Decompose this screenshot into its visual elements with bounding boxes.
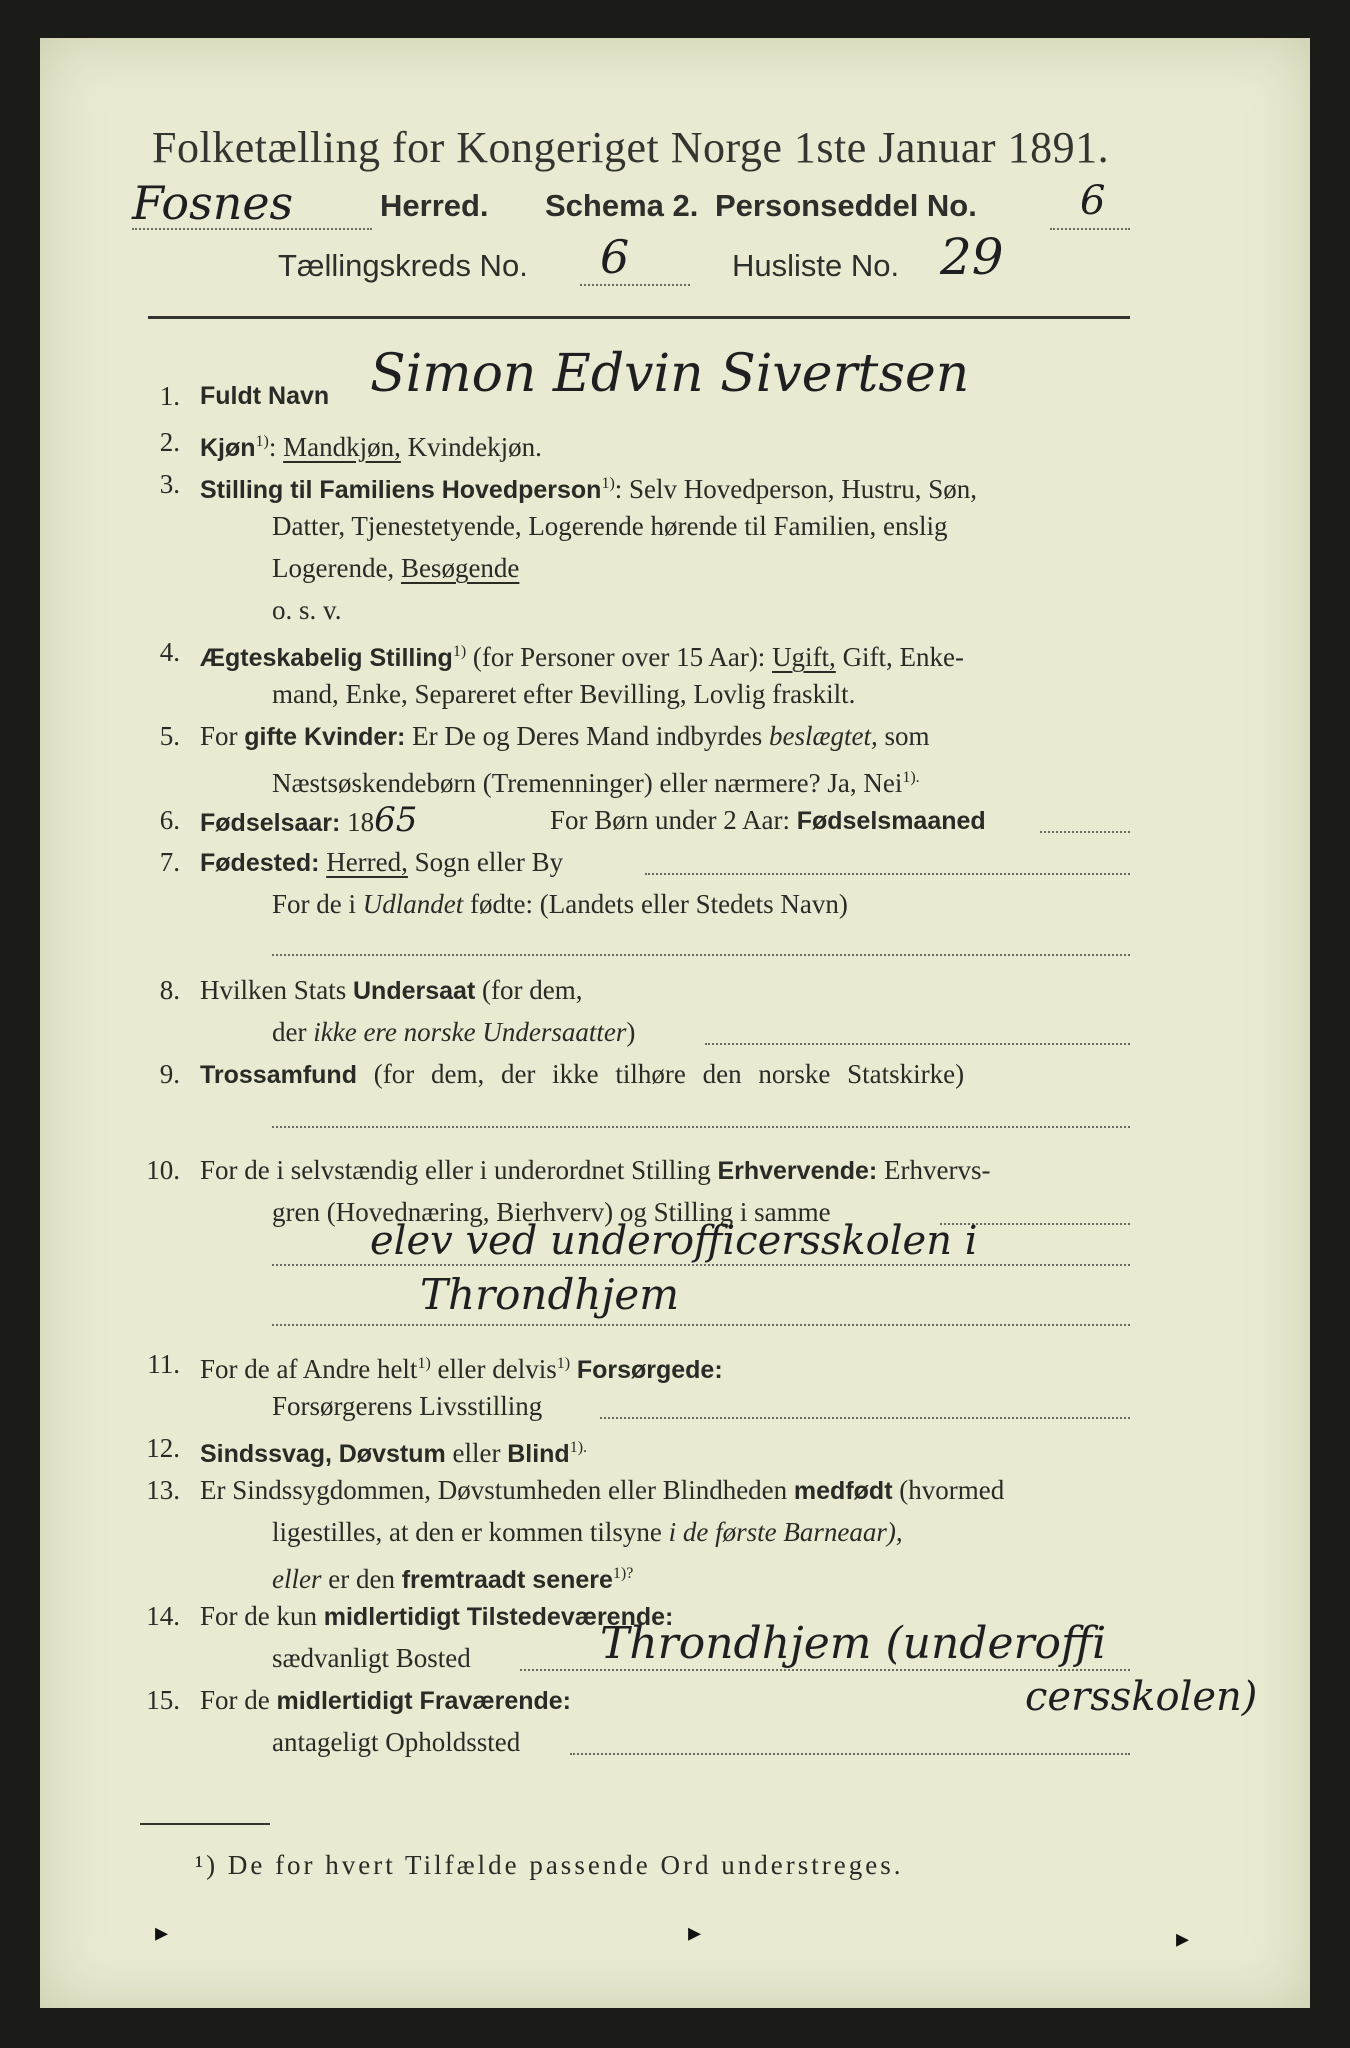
q14-number: 14. — [146, 1601, 180, 1631]
q3-sup: 1) — [601, 475, 615, 492]
schema-label: Schema 2. — [545, 188, 699, 223]
q5-text1b: beslægtet, — [769, 721, 878, 751]
q4-sup: 1) — [452, 643, 467, 660]
q1-label: Fuldt Navn — [200, 382, 330, 410]
q11-dotted-line — [600, 1417, 1130, 1419]
q8-line1 — [200, 970, 582, 1011]
q4-number: 4. — [159, 637, 180, 667]
q3-text3a: Logerende, — [272, 553, 395, 583]
census-form-page — [40, 38, 1310, 2008]
q4-line2: mand, Enke, Separeret efter Bevilling, Lovlig fraskilt. — [272, 679, 856, 709]
q6-line — [200, 800, 417, 843]
q7-text2a: For de i — [272, 889, 356, 919]
q4-text1c: Gift, Enke- — [842, 642, 965, 672]
q14-label: midlertidigt Tilstedeværende: — [323, 1603, 674, 1631]
q12-label3: Blind — [507, 1440, 570, 1468]
q1-number: 1. — [159, 381, 180, 411]
q14-line2: sædvanligt Bosted — [272, 1643, 471, 1673]
footnote-rule — [140, 1823, 270, 1825]
q10-dotted-line2 — [272, 1264, 1130, 1266]
q7-label: Fødested: — [200, 849, 320, 877]
q7-text2c: fødte: (Landets eller Stedets Navn) — [470, 889, 848, 919]
q14-answer: Throndhjem (underoffi — [600, 1618, 1107, 1669]
q2-option-female: Kvindekjøn. — [407, 432, 542, 462]
q15-label: midlertidigt Fraværende: — [276, 1687, 571, 1715]
q10-dotted-line3 — [272, 1324, 1130, 1326]
binding-mark-center: ▸ — [688, 1918, 702, 1948]
q3-text3b: Besøgende — [400, 553, 520, 583]
q11-number: 11. — [147, 1349, 180, 1379]
q11-sup1: 1) — [417, 1355, 431, 1372]
q5-text2: Næstsøskendebørn (Tremenninger) eller nærmere? Ja, Nei — [272, 768, 903, 798]
q10-line1 — [200, 1150, 990, 1191]
q8-label: Undersaat — [353, 977, 476, 1005]
q14-pre: For de kun — [200, 1601, 317, 1631]
q5-text1c: som — [884, 721, 930, 751]
q13-number: 13. — [146, 1475, 180, 1505]
q4-text1a: (for Personer over 15 Aar): — [472, 642, 766, 672]
header-rule — [148, 316, 1130, 319]
q13-label: medfødt — [793, 1477, 893, 1505]
q6-text: For Børn under 2 Aar: — [550, 805, 790, 835]
q15-number: 15. — [146, 1685, 180, 1715]
q4-text1b: Ugift, — [772, 642, 836, 672]
husliste-number: 29 — [940, 228, 1004, 286]
q9-label: Trossamfund — [200, 1061, 357, 1089]
q2-colon: : — [268, 432, 277, 462]
q5-pre: For — [200, 721, 238, 751]
q12-sup: 1). — [569, 1439, 588, 1456]
q12-mid: eller — [452, 1438, 501, 1468]
q10-label: Erhvervende: — [717, 1157, 878, 1185]
q9-dotted-line — [272, 1126, 1130, 1128]
q3-line3 — [272, 548, 519, 588]
q3-line4: o. s. v. — [272, 595, 342, 625]
q12-label1: Sindssvag, — [200, 1440, 332, 1468]
q5-label: gifte Kvinder: — [244, 723, 406, 751]
q6-label2: Fødselsmaaned — [796, 807, 986, 835]
q15-answer: cersskolen) — [1025, 1674, 1258, 1720]
q15-dotted-line — [570, 1753, 1130, 1755]
binding-mark-left: ▸ — [155, 1918, 169, 1948]
q7-line2 — [272, 884, 848, 924]
q15-pre: For de — [200, 1685, 270, 1715]
q6-number: 6. — [159, 805, 180, 835]
q5-number: 5. — [159, 721, 180, 751]
q2-line — [200, 422, 542, 468]
q11-line2: Forsørgerens Livsstilling — [272, 1391, 543, 1421]
q2-option-male: Mandkjøn, — [283, 432, 401, 462]
kreds-number: 6 — [600, 230, 630, 284]
q10-pre: For de i selvstændig eller i underordnet Stilling — [200, 1155, 711, 1185]
kreds-dotted-line — [580, 284, 690, 286]
q7-dotted-line2 — [272, 954, 1130, 956]
q15-line1 — [200, 1680, 571, 1721]
personseddel-number: 6 — [1080, 178, 1106, 224]
q9-number: 9. — [159, 1059, 180, 1089]
q3-label: Stilling til Familiens Hovedperson — [200, 476, 602, 504]
kreds-label: Tællingskreds No. — [278, 248, 528, 283]
q4-label: Ægteskabelig Stilling — [200, 644, 453, 672]
q11-line1 — [200, 1344, 723, 1390]
q5-text1a: Er De og Deres Mand indbyrdes — [412, 721, 763, 751]
q7-option-herred: Herred, — [326, 847, 408, 877]
q13-sup: 1)? — [612, 1565, 634, 1582]
husliste-label: Husliste No. — [732, 248, 900, 283]
q1-answer: Simon Edvin Sivertsen — [370, 344, 970, 404]
q8-number: 8. — [159, 975, 180, 1005]
q8-text2a: der — [272, 1017, 307, 1047]
q9-line — [200, 1054, 964, 1095]
q5-line1 — [200, 716, 930, 757]
form-title: Folketælling for Kongeriget Norge 1ste Januar 1891. — [152, 123, 1110, 172]
q6-year: 65 — [374, 800, 418, 840]
q11-mid: eller delvis — [437, 1354, 557, 1384]
q7-number: 7. — [159, 847, 180, 877]
q8-text2c: ) — [626, 1017, 636, 1047]
q12-label2: Døvstum — [338, 1440, 446, 1468]
q11-sup2: 1) — [556, 1355, 571, 1372]
herred-handwritten: Fosnes — [132, 176, 294, 230]
q13-text2a: ligestilles, at den er kommen tilsyne — [272, 1517, 662, 1547]
q8-pre: Hvilken Stats — [200, 975, 347, 1005]
q9-text: (for dem, der ikke tilhøre den norske Statskirke) — [373, 1059, 965, 1089]
q10-post: Erhvervs- — [884, 1155, 991, 1185]
q13-line1 — [200, 1470, 1004, 1511]
herred-dotted-line — [132, 228, 372, 230]
personseddel-dotted-line — [1050, 228, 1130, 230]
q12-line — [200, 1428, 587, 1474]
q6-line-b — [550, 800, 986, 841]
q5-line2 — [272, 758, 920, 803]
herred-label: Herred. — [380, 188, 489, 223]
q7-rest: Sogn eller By — [414, 847, 564, 877]
q6-prefix: 18 — [347, 807, 375, 837]
q6-label: Fødselsaar: — [200, 809, 341, 837]
q13-text2b: i de første Barneaar), — [668, 1517, 903, 1547]
q10-answer-line1: elev ved underofficersskolen i — [370, 1218, 978, 1264]
q14-dotted-line — [520, 1669, 1130, 1671]
q15-line2: antageligt Opholdssted — [272, 1727, 521, 1757]
q8-dotted-line — [705, 1043, 1130, 1045]
q8-post: (for dem, — [482, 975, 583, 1005]
q7-dotted-line — [645, 873, 1130, 875]
q3-line1 — [200, 464, 977, 510]
q13-line3 — [272, 1554, 633, 1600]
q8-text2b: ikke ere norske Undersaatter — [313, 1017, 627, 1047]
q11-pre: For de af Andre helt — [200, 1354, 418, 1384]
q13-pre: Er Sindssygdommen, Døvstumheden eller Blindheden — [200, 1475, 788, 1505]
q11-label: Forsørgede: — [576, 1356, 723, 1384]
q8-line2 — [272, 1012, 635, 1052]
q10-answer-line2: Throndhjem — [420, 1270, 680, 1319]
footnote: ¹) De for hvert Tilfælde passende Ord understreges. — [195, 1850, 904, 1880]
q12-number: 12. — [146, 1433, 180, 1463]
personseddel-label: Personseddel No. — [715, 188, 977, 223]
q13-text3a: eller — [272, 1564, 322, 1594]
q10-number: 10. — [146, 1155, 180, 1185]
q6-dotted-line — [1040, 831, 1130, 833]
binding-mark-right: ▸ — [1176, 1924, 1190, 1954]
q2-number: 2. — [159, 427, 180, 457]
q13-line2 — [272, 1512, 903, 1552]
q2-label: Kjøn — [200, 434, 256, 462]
q7-text2b: Udlandet — [362, 889, 464, 919]
q13-text3c: fremtraadt senere — [401, 1566, 613, 1594]
q3-line2: Datter, Tjenestetyende, Logerende hørende til Familien, enslig — [272, 511, 948, 541]
q13-text3b: er den — [328, 1564, 395, 1594]
q4-line1 — [200, 632, 964, 678]
q3-number: 3. — [159, 469, 180, 499]
q7-line1 — [200, 842, 563, 883]
q3-text1: : Selv Hovedperson, Hustru, Søn, — [614, 474, 978, 504]
q10-line2: gren (Hovednæring, Bierhverv) og Stilling i samme — [272, 1197, 831, 1227]
q2-sup: 1) — [255, 433, 269, 450]
q5-sup: 1). — [902, 769, 920, 786]
q13-post: (hvormed — [899, 1475, 1005, 1505]
